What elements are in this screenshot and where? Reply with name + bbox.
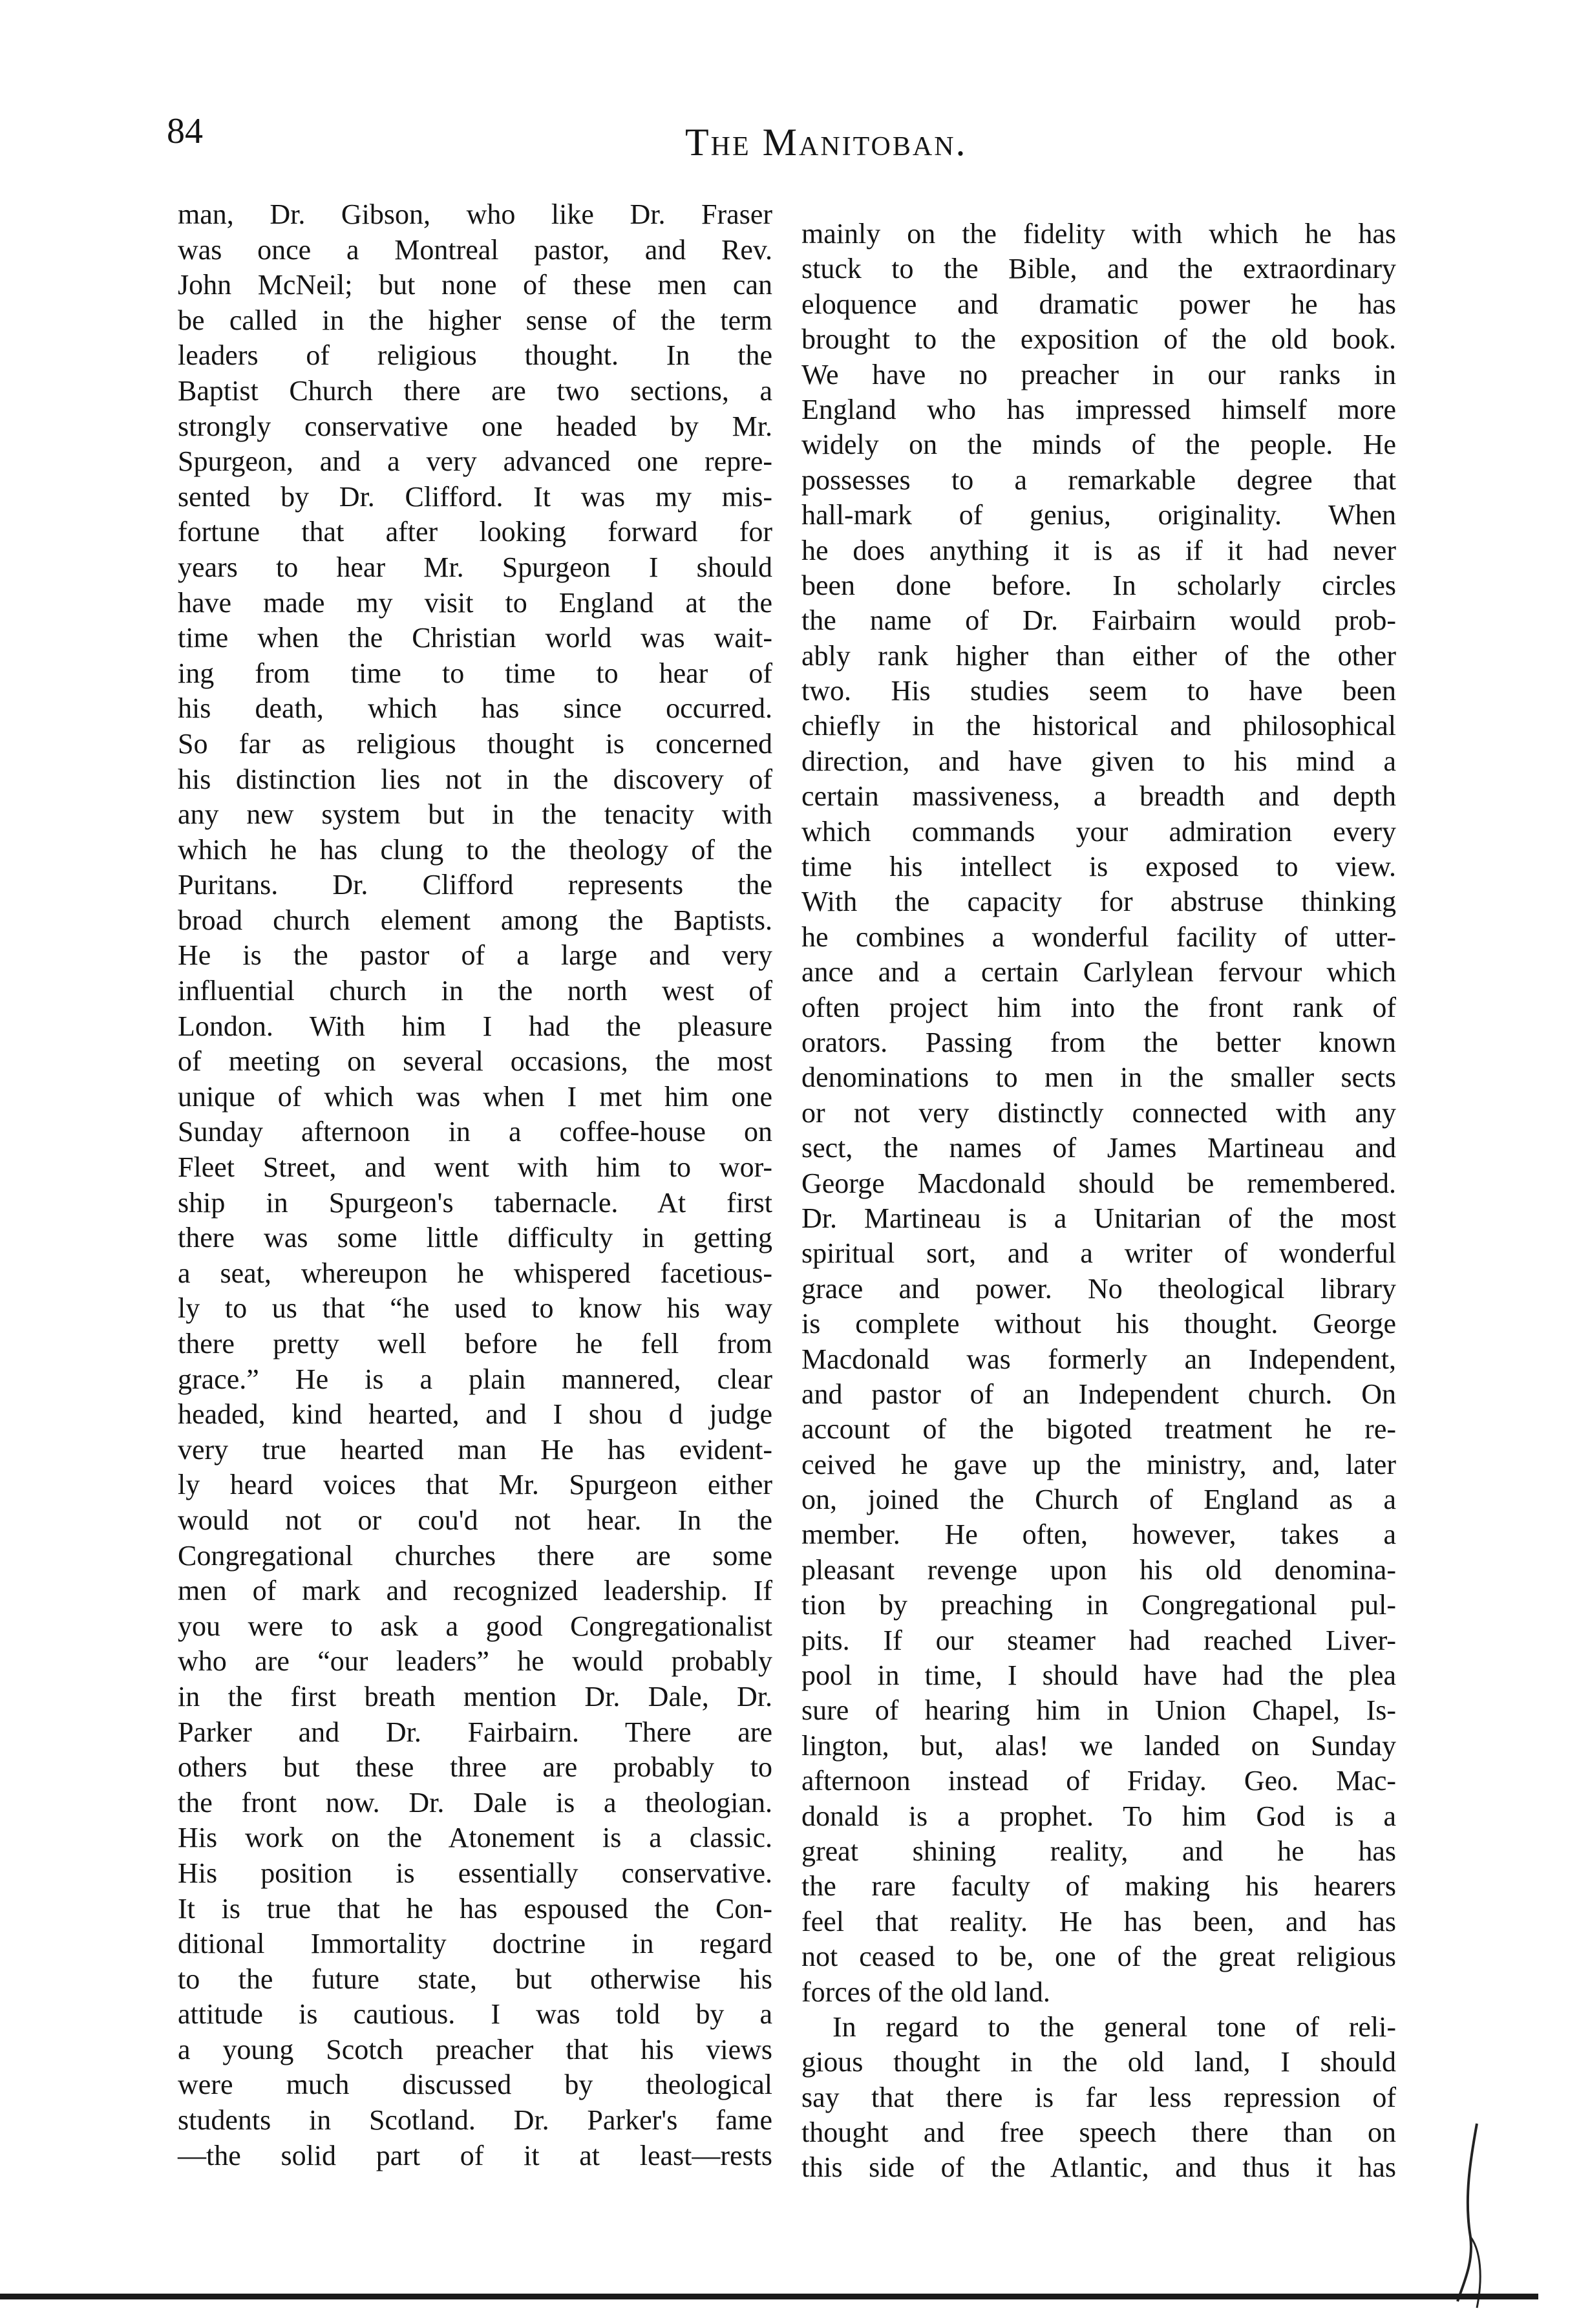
text-line: Fleet Street, and went with him to wor-: [178, 1151, 772, 1184]
text-line: often project him into the front rank of: [801, 991, 1396, 1023]
page-number: 84: [167, 111, 203, 151]
text-line: ly to us that “he used to know his way: [178, 1292, 772, 1325]
text-line: would not or cou'd not hear. In the: [178, 1504, 772, 1536]
text-line: influential church in the north west of: [178, 975, 772, 1007]
text-line: a young Scotch preacher that his views: [178, 2033, 772, 2065]
text-line: years to hear Mr. Spurgeon I should: [178, 551, 772, 583]
text-line: ditional Immortality doctrine in regard: [178, 1928, 772, 1960]
text-line: brought to the exposition of the old book.: [801, 323, 1396, 356]
text-line: two. His studies seem to have been: [801, 675, 1396, 707]
text-line: widely on the minds of the people. He: [801, 429, 1396, 461]
text-line: there was some little difficulty in getting: [178, 1222, 772, 1254]
text-line: were much discussed by theological: [178, 2069, 772, 2101]
text-line: Dr. Martineau is a Unitarian of the most: [801, 1202, 1396, 1234]
text-line: hall-mark of genius, originality. When: [801, 499, 1396, 531]
text-line: John McNeil; but none of these men can: [178, 269, 772, 301]
text-line: he does anything it is as if it had never: [801, 534, 1396, 566]
text-line: orators. Passing from the better known: [801, 1026, 1396, 1058]
text-line: tion by preaching in Congregational pul-: [801, 1589, 1396, 1621]
left-column: [178, 197, 772, 2173]
text-line: spiritual sort, and a writer of wonderful: [801, 1237, 1396, 1270]
text-line: very true hearted man He has evident-: [178, 1433, 772, 1466]
text-line: there pretty well before he fell from: [178, 1328, 772, 1359]
text-line: he combines a wonderful facility of utter-: [801, 921, 1396, 953]
text-line: eloquence and dramatic power he has: [801, 288, 1396, 320]
text-line: unique of which was when I met him one: [178, 1080, 772, 1113]
text-line: or not very distinctly connected with any: [801, 1096, 1396, 1129]
text-line: man, Dr. Gibson, who like Dr. Fraser: [178, 198, 772, 230]
text-line: chiefly in the historical and philosophical: [801, 710, 1396, 742]
text-line: the rare faculty of making his hearers: [801, 1870, 1396, 1903]
text-line: direction, and have given to his mind a: [801, 745, 1396, 777]
text-line: Parker and Dr. Fairbairn. There are: [178, 1716, 772, 1748]
text-line: headed, kind hearted, and I shou d judge: [178, 1398, 772, 1431]
text-line: strongly conservative one headed by Mr.: [178, 410, 772, 442]
text-line: the front now. Dr. Dale is a theologian.: [178, 1786, 772, 1818]
text-line: George Macdonald should be remembered.: [801, 1167, 1396, 1199]
text-line: time when the Christian world was wait-: [178, 622, 772, 654]
text-line: pool in time, I should have had the plea: [801, 1659, 1396, 1692]
text-line: the name of Dr. Fairbairn would prob-: [801, 604, 1396, 637]
text-line: attitude is cautious. I was told by a: [178, 1998, 772, 2031]
text-line: others but these three are probably to: [178, 1751, 772, 1784]
text-line: gious thought in the old land, I should: [801, 2046, 1396, 2078]
text-line: a seat, whereupon he whispered facetious-: [178, 1257, 772, 1289]
text-line: We have no preacher in our ranks in: [801, 358, 1396, 390]
text-line: feel that reality. He has been, and has: [801, 1905, 1396, 1937]
text-line: be called in the higher sense of the term: [178, 304, 772, 336]
text-line: grace.” He is a plain mannered, clear: [178, 1363, 772, 1395]
text-line: ship in Spurgeon's tabernacle. At first: [178, 1186, 772, 1219]
text-line: sect, the names of James Martineau and: [801, 1132, 1396, 1164]
text-line: is complete without his thought. George: [801, 1308, 1396, 1340]
text-line: sented by Dr. Clifford. It was my mis-: [178, 480, 772, 513]
text-line: broad church element among the Baptists.: [178, 904, 772, 936]
text-line: which he has clung to the theology of the: [178, 833, 772, 866]
text-line: His position is essentially conservative.: [178, 1857, 772, 1889]
text-line: was once a Montreal pastor, and Rev.: [178, 233, 772, 266]
running-head: The Manitoban.: [685, 121, 968, 164]
right-column: [801, 217, 1396, 2186]
text-line: his death, which has since occurred.: [178, 692, 772, 725]
text-line: been done before. In scholarly circles: [801, 569, 1396, 601]
bottom-rule: [0, 2294, 1538, 2299]
text-line: great shining reality, and he has: [801, 1835, 1396, 1867]
text-line: Puritans. Dr. Clifford represents the: [178, 869, 772, 901]
text-line: his distinction lies not in the discovery of: [178, 763, 772, 795]
text-line: which commands your admiration every: [801, 815, 1396, 848]
text-line: time his intellect is exposed to view.: [801, 851, 1396, 883]
text-line: thought and free speech there than on: [801, 2116, 1396, 2149]
text-line: He is the pastor of a large and very: [178, 939, 772, 972]
text-line: leaders of religious thought. In the: [178, 339, 772, 372]
text-line: denominations to men in the smaller sects: [801, 1061, 1396, 1094]
text-line: say that there is far less repression of: [801, 2081, 1396, 2113]
text-line: ance and a certain Carlylean fervour which: [801, 956, 1396, 988]
text-line: Macdonald was formerly an Independent,: [801, 1343, 1396, 1375]
text-line: account of the bigoted treatment he re-: [801, 1413, 1396, 1445]
text-line: pits. If our steamer had reached Liver-: [801, 1624, 1396, 1656]
text-line: fortune that after looking forward for: [178, 516, 772, 548]
text-line: who are “our leaders” he would probably: [178, 1645, 772, 1678]
text-line: ing from time to time to hear of: [178, 657, 772, 689]
text-line: sure of hearing him in Union Chapel, Is-: [801, 1694, 1396, 1727]
text-line: men of mark and recognized leadership. If: [178, 1575, 772, 1607]
text-line: any new system but in the tenacity with: [178, 798, 772, 831]
text-line: England who has impressed himself more: [801, 393, 1396, 425]
text-line: stuck to the Bible, and the extraordinary: [801, 253, 1396, 285]
text-line: Spurgeon, and a very advanced one repre-: [178, 445, 772, 478]
text-line: grace and power. No theological library: [801, 1272, 1396, 1305]
text-line: you were to ask a good Congregationalist: [178, 1610, 772, 1642]
text-line: in the first breath mention Dr. Dale, Dr.: [178, 1680, 772, 1712]
text-line: member. He often, however, takes a: [801, 1519, 1396, 1551]
text-line: mainly on the fidelity with which he has: [801, 218, 1396, 250]
text-line: of meeting on several occasions, the most: [178, 1045, 772, 1078]
text-line: afternoon instead of Friday. Geo. Mac-: [801, 1765, 1396, 1797]
text-line: donald is a prophet. To him God is a: [801, 1800, 1396, 1832]
text-line: London. With him I had the pleasure: [178, 1010, 772, 1042]
text-line: ly heard voices that Mr. Spurgeon either: [178, 1469, 772, 1501]
text-line: forces of the old land.: [801, 1976, 1050, 2008]
text-line: In regard to the general tone of reli-: [832, 2010, 1396, 2043]
text-line: His work on the Atonement is a classic.: [178, 1822, 772, 1854]
text-line: and pastor of an Independent church. On: [801, 1378, 1396, 1410]
text-line: not ceased to be, one of the great religious: [801, 1941, 1396, 1973]
text-line: pleasant revenge upon his old denomina-: [801, 1553, 1396, 1586]
text-line: With the capacity for abstruse thinking: [801, 886, 1396, 918]
margin-ink-mark: [1451, 2120, 1490, 2314]
text-line: certain massiveness, a breadth and depth: [801, 780, 1396, 813]
text-line: possesses to a remarkable degree that: [801, 464, 1396, 496]
text-line: ceived he gave up the ministry, and, later: [801, 1448, 1396, 1480]
text-line: lington, but, alas! we landed on Sunday: [801, 1729, 1396, 1762]
text-line: to the future state, but otherwise his: [178, 1963, 772, 1995]
text-line: have made my visit to England at the: [178, 586, 772, 619]
text-line: Baptist Church there are two sections, a: [178, 374, 772, 407]
text-line: Sunday afternoon in a coffee-house on: [178, 1116, 772, 1148]
text-line: students in Scotland. Dr. Parker's fame: [178, 2104, 772, 2137]
text-line: on, joined the Church of England as a: [801, 1484, 1396, 1516]
text-line: ably rank higher than either of the other: [801, 639, 1396, 672]
text-line: —the solid part of it at least—rests: [178, 2139, 772, 2171]
text-line: It is true that he has espoused the Con-: [178, 1892, 772, 1924]
text-line: So far as religious thought is concerned: [178, 727, 772, 760]
text-line: Congregational churches there are some: [178, 1539, 772, 1572]
text-line: this side of the Atlantic, and thus it has: [801, 2151, 1396, 2184]
